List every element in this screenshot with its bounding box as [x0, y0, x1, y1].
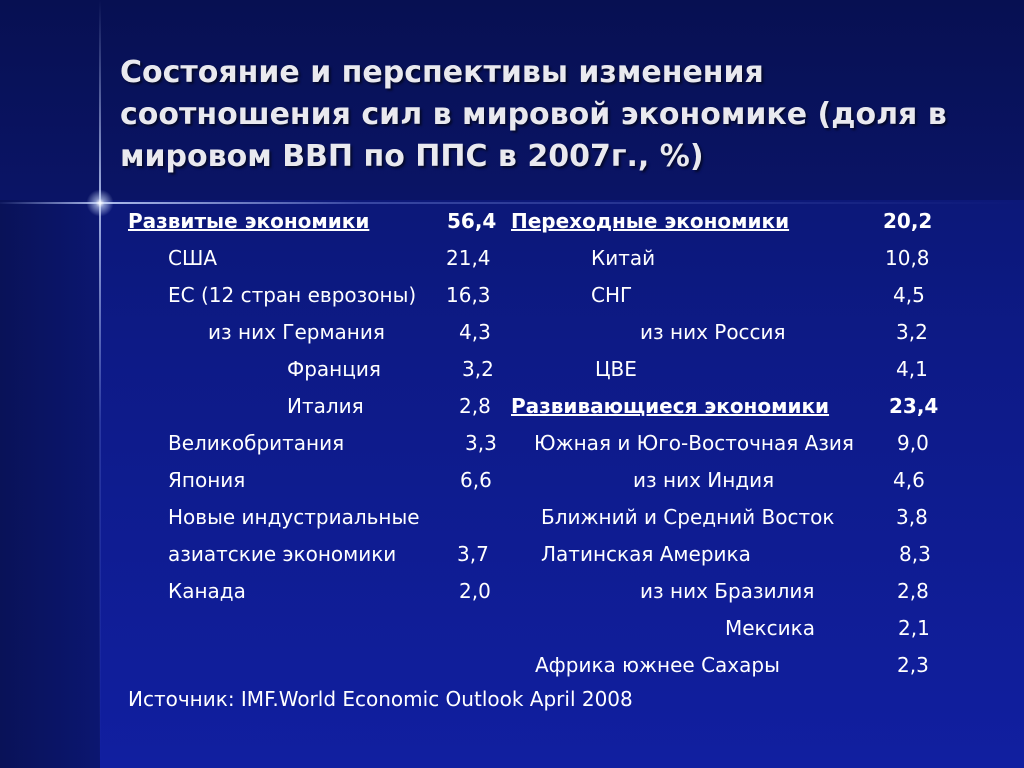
source-note: Источник: IMF.World Economic Outlook April 2008: [128, 687, 633, 711]
row-value: 3,3: [465, 431, 497, 455]
row-value: 3,2: [896, 320, 928, 344]
row-label: Южная и Юго-Восточная Азия: [534, 431, 854, 455]
heading-developed: Развитые экономики: [128, 209, 370, 233]
heading-transition-value: 20,2: [883, 209, 933, 233]
row-value: 3,7: [457, 542, 489, 566]
row-value: 3,8: [896, 505, 928, 529]
row-value: 9,0: [897, 431, 929, 455]
left-band: [0, 200, 100, 768]
row-value: 16,3: [446, 283, 491, 307]
row-label: Франция: [287, 357, 381, 381]
heading-developing: Развивающиеся экономики: [511, 394, 830, 418]
row-label: из них Германия: [208, 320, 385, 344]
row-label: Новые индустриальные: [168, 505, 420, 529]
slide-title: Состояние и перспективы изменения соотношения сил в мировой экономике (доля в мировом ВВП по ППС в 2007г., %): [120, 55, 947, 174]
row-label: Африка южнее Сахары: [535, 653, 780, 677]
row-value: 4,5: [893, 283, 925, 307]
row-value: 10,8: [885, 246, 930, 270]
heading-developed-value: 56,4: [447, 209, 497, 233]
row-label: Ближний и Средний Восток: [541, 505, 835, 529]
heading-transition: Переходные экономики: [511, 209, 790, 233]
row-value: 3,2: [462, 357, 494, 381]
row-label: СНГ: [591, 283, 633, 307]
row-label: Канада: [168, 579, 246, 603]
row-label: Китай: [591, 246, 656, 270]
row-value: 4,3: [459, 320, 491, 344]
row-label: ЕС (12 стран еврозоны): [168, 283, 417, 307]
row-label: из них Россия: [640, 320, 786, 344]
row-label: Великобритания: [168, 431, 345, 455]
sparkle-decoration: [84, 187, 116, 219]
row-value: 21,4: [446, 246, 491, 270]
row-label: ЦВЕ: [595, 357, 637, 381]
row-value: 4,1: [896, 357, 928, 381]
row-value: 2,8: [459, 394, 491, 418]
row-label: Мексика: [725, 616, 815, 640]
row-value: 2,1: [898, 616, 930, 640]
row-value: 8,3: [899, 542, 931, 566]
row-label: из них Индия: [633, 468, 775, 492]
row-label: Япония: [168, 468, 246, 492]
row-label: из них Бразилия: [640, 579, 815, 603]
row-value: 4,6: [893, 468, 925, 492]
vertical-divider: [99, 0, 101, 768]
heading-developing-value: 23,4: [889, 394, 939, 418]
row-label: США: [168, 246, 218, 270]
row-value: 6,6: [460, 468, 492, 492]
row-value: 2,8: [897, 579, 929, 603]
row-label: Италия: [287, 394, 364, 418]
row-value: 2,3: [897, 653, 929, 677]
row-label: азиатские экономики: [168, 542, 397, 566]
horizontal-divider: [0, 202, 1024, 204]
row-value: 2,0: [459, 579, 491, 603]
row-label: Латинская Америка: [541, 542, 751, 566]
